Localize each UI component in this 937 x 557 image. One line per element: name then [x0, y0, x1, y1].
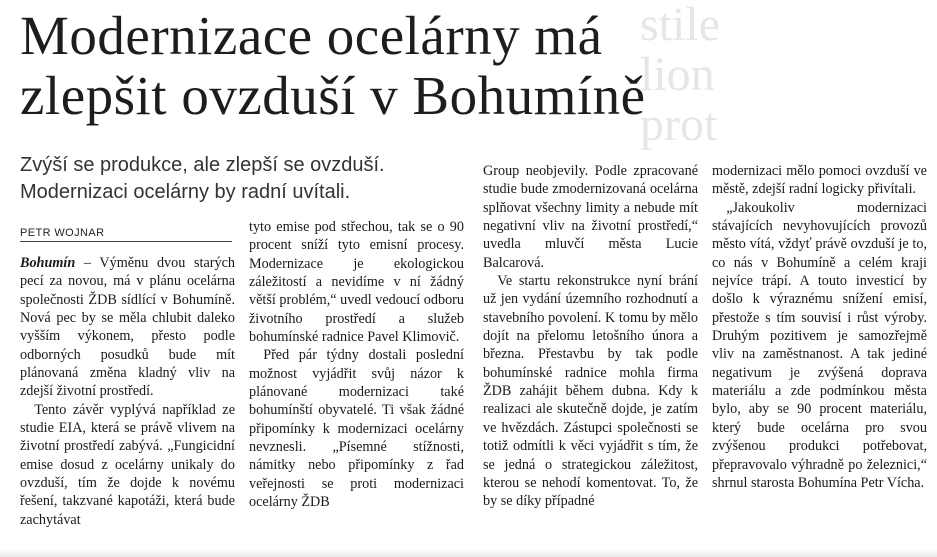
subheadline — [20, 152, 480, 206]
paragraph: Group neobjevily. Podle zpracované studie bude zmodernizovaná ocelárna splňovat všechny limity a nebude mít negativní vliv na životní prostředí,“ uvedla mluvčí města Lucie Balcarová. — [483, 163, 698, 271]
article-column-3 — [483, 162, 698, 511]
paragraph: Tento závěr vyplývá například ze studie EIA, která se právě vlivem na životní prostředí zabývá. „Fungicidní emise dosud z ocelárny unikaly do ovzduší, tím že dojde k novému řešení, takzvané kapotáži, která bude zachytávat — [20, 401, 235, 528]
paragraph: „Jakoukoliv modernizaci stávajících nevyhovujících provozů město vítá, vždyť právě ovzduší je to, co nás v Bohumíně a celém kraji nejvíce trápí. A touto investicí by došlo k výraznému snížení emisí, přestože s tím souvisí i růst výroby. Druhým pozitivem je samozřejmě vliv na zaměstnanost. A tak jediné negativum je zvýšená doprava materiálu a zde podmínkou města bylo, aby se 90 procent materiálu, který bude ocelárna pro svou zvýšenou produkci potřebovat, přepravovalo výhradně po železnici,“ shrnul starosta Bohumína Petr Vícha. — [712, 199, 927, 491]
byline: PETR WOJNAR — [20, 227, 232, 242]
article-column-2 — [249, 218, 464, 512]
paragraph-text: – Výměnu dvou starých pecí za novou, má v plánu ocelárna společnosti ŽDB sídlící v Bohumíně. Nová pec by se měla chlubit daleko vyšším výkonem, přesto podle odborných posudků bude mít plánovaná změna kladný vliv na zdejší životní prostředí. — [20, 255, 235, 400]
subheadline-line-2: Modernizaci ocelárny by radní uvítali. — [20, 181, 351, 203]
headline-line-2: zlepšit ovzduší v Bohumíně — [20, 65, 646, 126]
headline — [20, 6, 920, 126]
paragraph: tyto emise pod střechou, tak se o 90 procent sníží tyto emisní procesy. Modernizace je ekologickou záležitostí a nevidíme v ní žádný větší problém,“ uvedl vedoucí odboru životního prostředí a služeb bohumínské radnice Pavel Klimovič. — [249, 219, 464, 346]
bleed-through-background: stile lion prot — [640, 0, 720, 150]
article-column-1 — [20, 254, 235, 529]
paragraph: Ve startu rekonstrukce nyní brání už jen vydání územního rozhodnutí a stavebního povolení. K tomu by mělo dojít na přelomu letošního února a března. Přestavbu by tak podle bohumínské radnice mohla firma ŽDB zahájit během dubna. Kdy k realizaci ale skutečně dojde, je zatím ve hvězdách. Zástupci společnosti se totiž odmítli k věci vyjádřit s tím, že se jedná o strategickou záležitost, kterou se nehodí komentovat. To, že by se díky případné — [483, 273, 698, 510]
paragraph — [20, 254, 235, 401]
page-edge — [0, 549, 937, 557]
paragraph: Před pár týdny dostali poslední možnost vyjádřit svůj názor k plánované modernizaci také bohumínští obyvatelé. Ti však žádné připomínky k modernizaci ocelárny nevznesli. „Písemné stížnosti, námitky nebo připomínky z řad veřejnosti se proti modernizaci ocelárny ŽDB — [249, 347, 464, 511]
article-column-4 — [712, 162, 927, 492]
dateline-location: Bohumín — [20, 255, 76, 271]
subheadline-line-1: Zvýší se produkce, ale zlepší se ovzduší. — [20, 154, 385, 176]
paragraph: modernizaci mělo pomoci ovzduší ve městě, zdejší radní logicky přivítali. — [712, 163, 927, 198]
headline-line-1: Modernizace ocelárny má — [20, 5, 603, 66]
